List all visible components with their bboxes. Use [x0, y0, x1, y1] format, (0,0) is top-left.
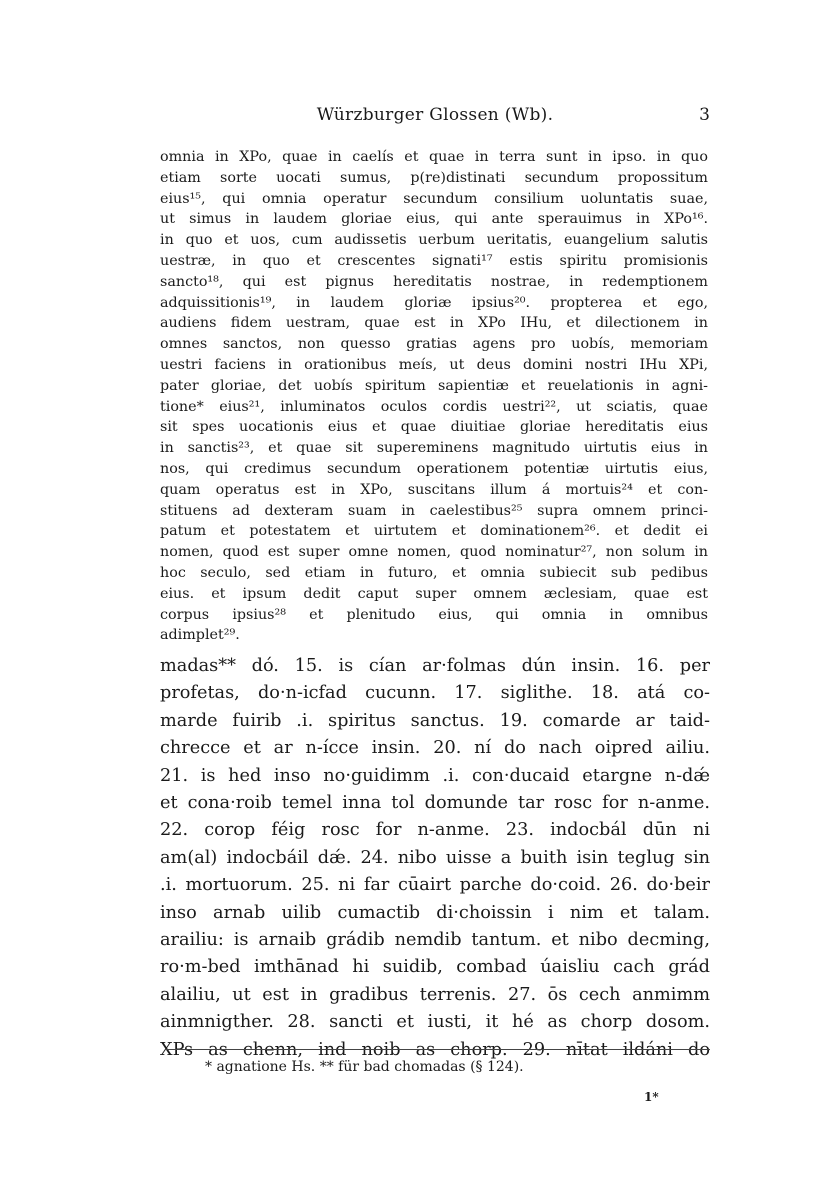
running-title: Würzburger Glossen (Wb).	[316, 105, 554, 125]
latin-line: ut simus in laudem gloriae eius, qui ante sperauimus in XPo¹⁶.	[160, 211, 708, 228]
gloss-line: XPs as chenn, ind noib as chorp. 29. nītat ildáni do	[160, 1039, 710, 1060]
gloss-line: profetas, do·n-icfad cucunn. 17. siglithe. 18. atá co-	[160, 683, 710, 704]
gloss-line: marde fuirib .i. spiritus sanctus. 19. comarde ar taid-	[160, 710, 710, 731]
gloss-line: inso arnab uilib cumactib di·choissin i nim et talam.	[160, 902, 710, 923]
gloss-line: et cona·roib temel inna tol domunde tar rosc for n-anme.	[160, 793, 710, 814]
latin-line: corpus ipsius²⁸ et plenitudo eius, qui omnia in omnibus	[160, 606, 708, 623]
latin-line: audiens fidem uestram, quae est in XPo IHu, et dilectionem in	[160, 315, 708, 332]
latin-line: patum et potestatem et uirtutem et dominationem²⁶. et dedit ei	[160, 523, 708, 540]
latin-line: in sanctis²³, et quae sit supereminens magnitudo uirtutis eius in	[160, 440, 708, 457]
gloss-line: chrecce et ar n-ícce insin. 20. ní do nach oipred ailiu.	[160, 738, 710, 759]
latin-line: adquissitionis¹⁹, in laudem gloriæ ipsius²⁰. propterea et ego,	[160, 294, 708, 311]
gloss-line: arailiu: is arnaib grádib nemdib tantum. et nibo decming,	[160, 930, 710, 951]
gloss-line: .i. mortuorum. 25. ni far cūairt parche do·coid. 26. do·beir	[160, 875, 710, 896]
latin-line: hoc seculo, sed etiam in futuro, et omnia subiecit sub pedibus	[160, 564, 708, 581]
latin-line: etiam sorte uocati sumus, p(re)distinati secundum propossitum	[160, 169, 708, 186]
old-irish-glosses	[160, 653, 710, 1064]
latin-line: in quo et uos, cum audissetis uerbum ueritatis, euangelium salutis	[160, 232, 708, 249]
footnote-rule	[165, 1049, 710, 1050]
latin-line: omnia in XPo, quae in caelís et quae in terra sunt in ipso. in quo	[160, 149, 708, 165]
latin-line: uestræ, in quo et crescentes signati¹⁷ estis spiritu promisionis	[160, 252, 708, 269]
signature-mark: 1*	[644, 1090, 659, 1104]
latin-line: quam operatus est in XPo, suscitans illum á mortuis²⁴ et con-	[160, 481, 708, 498]
latin-line: uestri faciens in orationibus meís, ut deus domini nostri IHu XPi,	[160, 356, 708, 373]
latin-line: nomen, quod est super omne nomen, quod nominatur²⁷, non solum in	[160, 544, 708, 561]
latin-line: eius¹⁵, qui omnia operatur secundum consilium uoluntatis suae,	[160, 190, 708, 207]
running-header	[160, 105, 710, 129]
gloss-line: 22. corop féig rosc for n-anme. 23. indocbál dūn ni	[160, 820, 710, 841]
gloss-line: alailiu, ut est in gradibus terrenis. 27. ōs cech anmimm	[160, 984, 710, 1005]
latin-line: omnes sanctos, non quesso gratias agens pro uobís, memoriam	[160, 336, 708, 353]
latin-line: adimplet²⁹.	[160, 627, 240, 644]
gloss-line: am(al) indocbáil dǽ. 24. nibo uisse a buith isin teglug sin	[160, 847, 710, 868]
page-number: 3	[699, 105, 710, 125]
latin-line: sancto¹⁸, qui est pignus hereditatis nostrae, in redemptionem	[160, 273, 708, 290]
latin-line: pater gloriae, det uobís spiritum sapientiæ et reuelationis in agni-	[160, 377, 708, 394]
latin-line: tione* eius²¹, inluminatos oculos cordis uestri²², ut sciatis, quae	[160, 398, 708, 415]
latin-line: nos, qui credimus secundum operationem potentiæ uirtutis eius,	[160, 460, 708, 477]
gloss-line: ro·m-bed imthānad hi suidib, combad úaisliu cach grád	[160, 957, 710, 978]
gloss-line: 21. is hed inso no·guidimm .i. con·ducaid etargne n-dǽ	[160, 765, 710, 786]
footnote: * agnatione Hs. ** für bad chomadas (§ 124).	[205, 1059, 524, 1075]
gloss-line: ainmnigther. 28. sancti et iusti, it hé as chorp dosom.	[160, 1012, 710, 1033]
latin-line: stituens ad dexteram suam in caelestibus²⁵ supra omnem princi-	[160, 502, 708, 519]
latin-line: sit spes uocationis eius et quae diuitiae gloriae hereditatis eius	[160, 419, 708, 436]
latin-line: eius. et ipsum dedit caput super omnem æclesiam, quae est	[160, 585, 708, 602]
gloss-line: madas** dó. 15. is cían ar·folmas dún insin. 16. per	[160, 656, 710, 676]
latin-text-block	[160, 147, 708, 646]
